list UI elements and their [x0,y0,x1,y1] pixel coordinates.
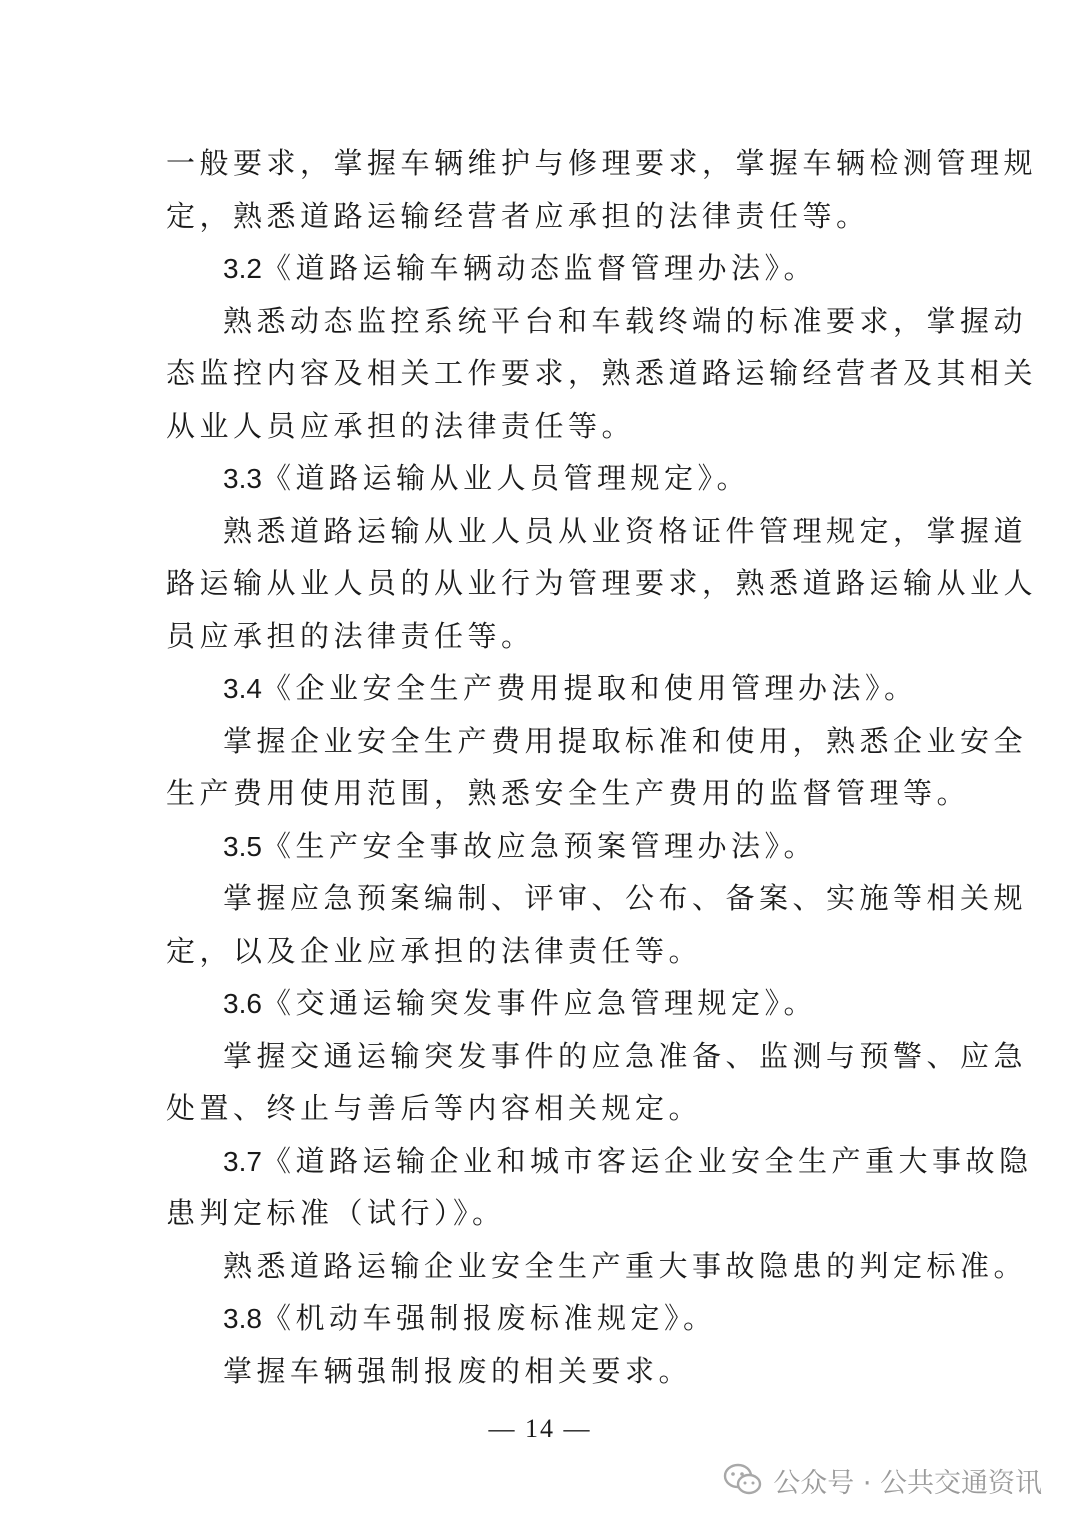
section-number: 3.2 [223,253,262,284]
line-text: 《道路运输车辆动态监督管理办法》。 [261,251,817,285]
section-number: 3.3 [223,463,262,494]
line-text: 处置、终止与善后等内容相关规定。 [166,1091,703,1125]
text-line [166,295,1028,348]
line-text: 熟悉道路运输从业人员从业资格证件管理规定，掌握道 [223,513,1028,548]
line-text: 员应承担的法律责任等。 [166,618,535,653]
line-text: 《交通运输突发事件应急管理规定》。 [261,986,817,1020]
document-body [166,137,1038,1397]
line-text: 路运输从业人员的从业行为管理要求，熟悉道路运输从业人 [166,566,1038,600]
section-heading-line [166,1292,918,1345]
line-text: 态监控内容及相关工作要求，熟悉道路运输经营者及其相关 [166,356,1038,390]
line-text: 《机动车强制报废标准规定》。 [261,1301,717,1335]
section-number: 3.8 [223,1303,262,1334]
section-heading-line [166,452,918,505]
line-text: 《道路运输企业和城市客运企业安全生产重大事故隐 [261,1143,1033,1178]
line-text: 生产费用使用范围，熟悉安全生产费用的监督管理等。 [166,776,971,810]
line-text: 熟悉道路运输企业安全生产重大事故隐患的判定标准。 [223,1248,1028,1283]
line-text: 一般要求，掌握车辆维护与修理要求，掌握车辆检测管理规 [166,146,1038,180]
text-line [166,557,1038,610]
line-text: 《道路运输从业人员管理规定》。 [261,461,750,495]
line-text: 掌握企业安全生产费用提取标准和使用，熟悉企业安全 [223,723,1028,758]
text-line [166,1082,918,1135]
line-text: 定，以及企业应承担的法律责任等。 [166,933,703,968]
text-line [166,347,1038,400]
section-heading-line [166,1135,1033,1188]
text-line [166,925,918,978]
section-number: 3.7 [223,1145,262,1177]
section-heading-line [166,662,918,715]
section-number: 3.5 [223,830,262,862]
watermark-text: 公众号 · 公共交通资讯 [773,1467,1042,1499]
text-line [166,872,1028,925]
line-text: 熟悉动态监控系统平台和车载终端的标准要求，掌握动 [223,303,1028,338]
watermark [723,1458,1042,1502]
text-line [166,1345,918,1398]
text-line [166,1030,1028,1083]
text-line [166,715,1028,768]
text-line [166,137,1038,190]
wechat-icon [723,1463,763,1497]
text-line [166,1240,1028,1293]
line-text: 《企业安全生产费用提取和使用管理办法》。 [261,671,918,705]
line-text: 掌握交通运输突发事件的应急准备、监测与预警、应急 [223,1038,1028,1073]
text-line [166,400,918,453]
line-text: 《生产安全事故应急预案管理办法》。 [261,828,817,863]
line-text: 从业人员应承担的法律责任等。 [166,408,636,443]
text-line [166,767,971,820]
section-number: 3.4 [223,673,262,704]
section-heading-line [166,820,918,873]
line-text: 掌握车辆强制报废的相关要求。 [223,1353,693,1388]
text-line [166,190,918,243]
line-text: 患判定标准（试行）》。 [166,1196,506,1230]
text-line [166,610,918,663]
line-text: 掌握应急预案编制、评审、公布、备案、实施等相关规 [223,881,1028,915]
text-line [166,1187,918,1240]
line-text: 定，熟悉道路运输经营者应承担的法律责任等。 [166,198,870,233]
section-heading-line [166,977,918,1030]
document-lines [166,137,1038,1397]
text-line [166,505,1028,558]
section-number: 3.6 [223,988,262,1019]
page-number: — 14 — [488,1414,592,1443]
section-heading-line [166,242,918,295]
